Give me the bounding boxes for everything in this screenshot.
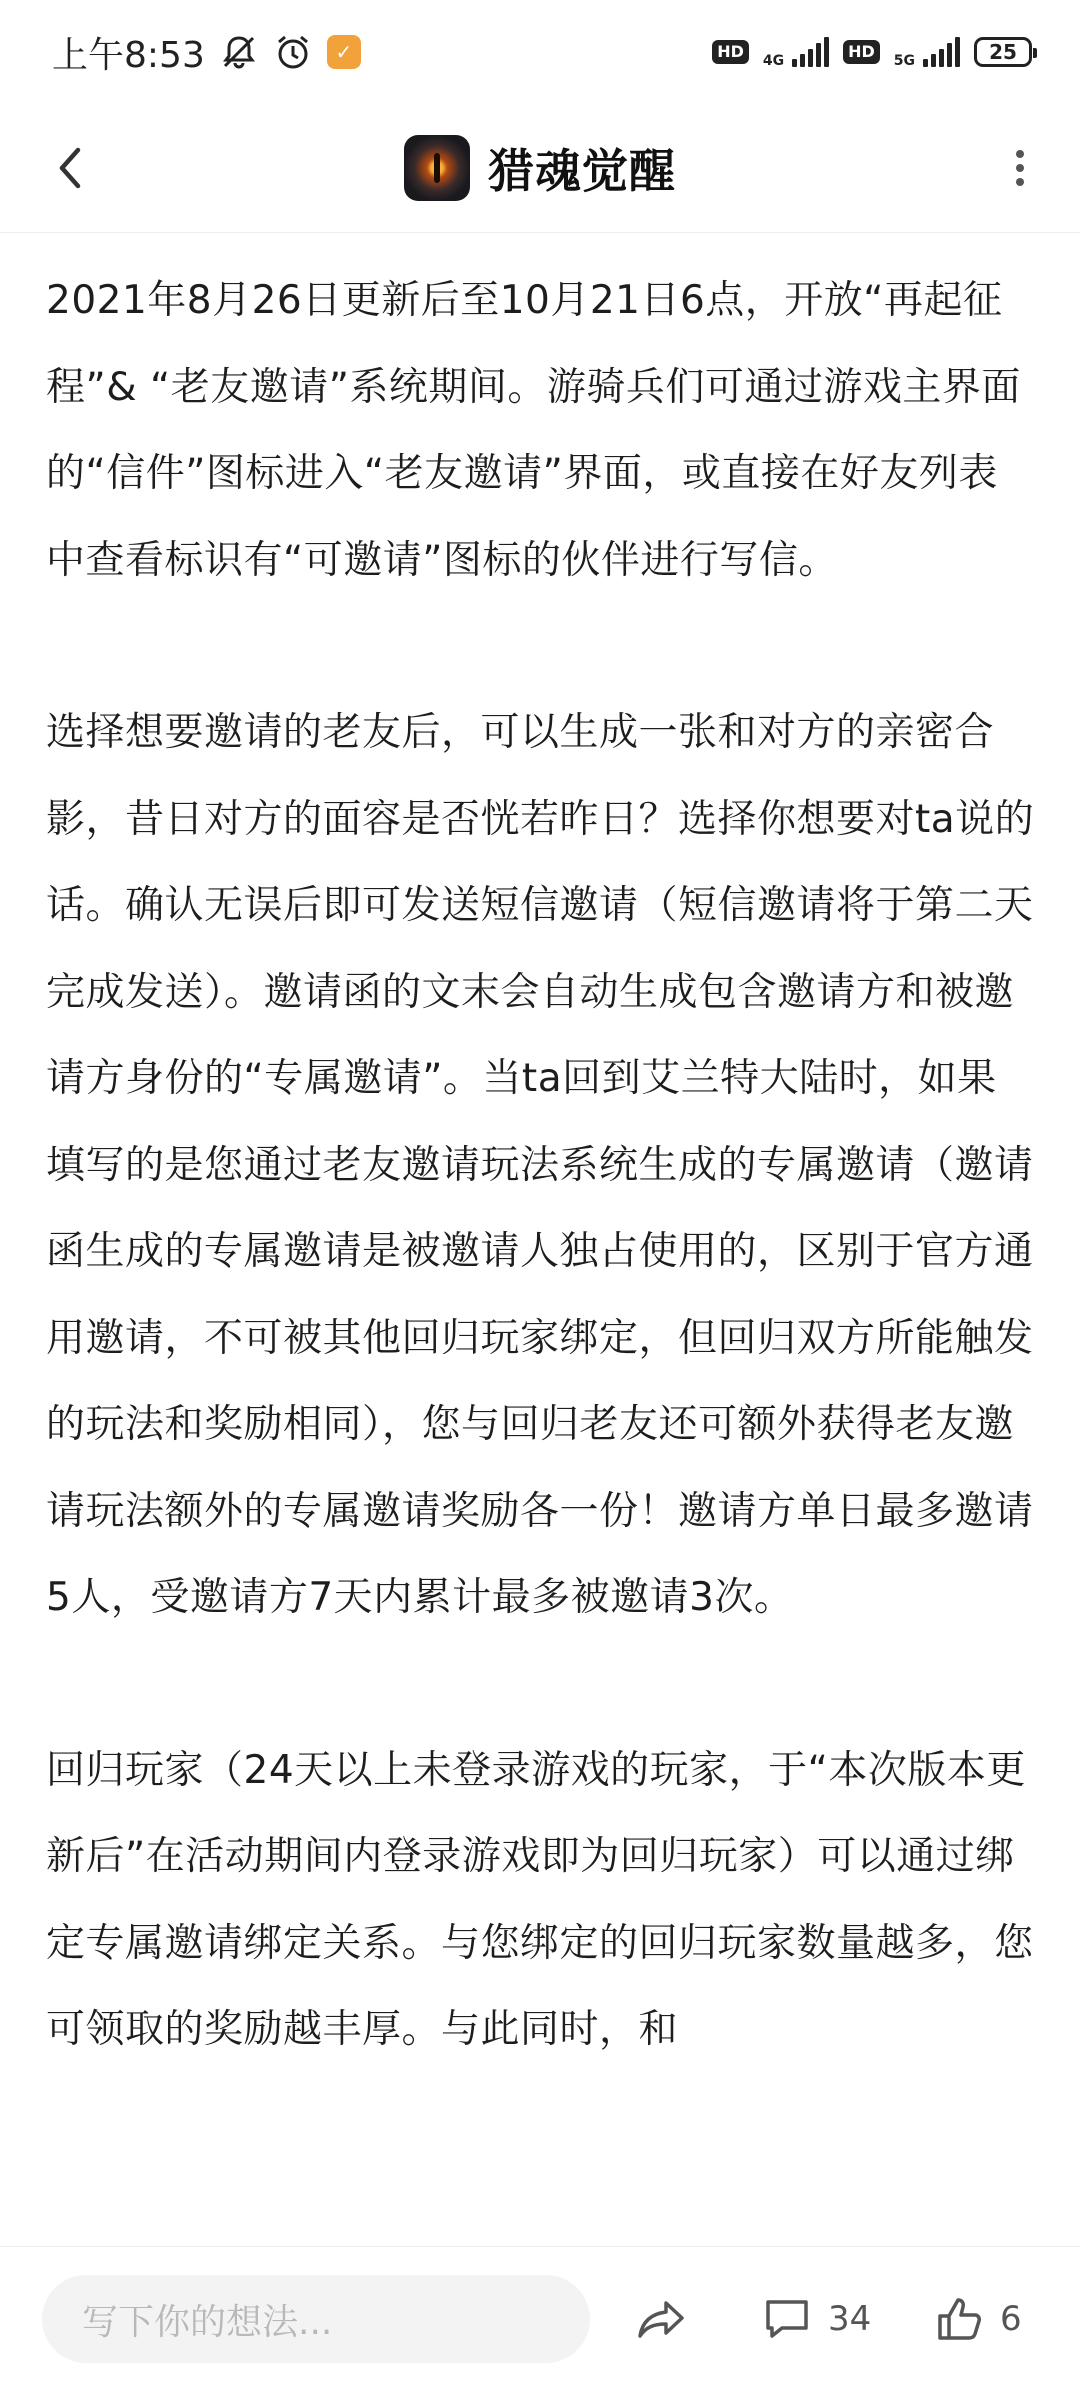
signal-strength-icon <box>792 37 829 67</box>
status-time: 上午8:53 <box>52 34 205 76</box>
app-notification-icon: ✓ <box>327 35 361 69</box>
back-button[interactable] <box>40 138 100 198</box>
alarm-icon <box>273 32 313 72</box>
network-type-2: 5G <box>893 53 915 69</box>
hd-badge-1: HD <box>712 40 749 64</box>
status-bar-right <box>712 35 1032 69</box>
article-paragraph-2: 选择想要邀请的老友后，可以生成一张和对方的亲密合影，昔日对方的面容是否恍若昨日？选择你想要对ta说的话。确认无误后即可发送短信邀请（短信邀请将于第二天完成发送）。邀请函的文末会自动生成包含邀请方和被邀请方身份的“专属邀请”。当ta回到艾兰特大陆时，如果填写的是您通过老友邀请玩法系统生成的专属邀请（邀请函生成的专属邀请是被邀请人独占使用的，区别于官方通用邀请，不可被其他回归玩家绑定，但回归双方所能触发的玩法和奖励相同），您与回归老友还可额外获得老友邀请玩法额外的专属邀请奖励各一份！邀请方单日最多邀请5人，受邀请方7天内累计最多被邀请3次。 <box>46 710 1035 1620</box>
comment-input-placeholder: 写下你的想法... <box>82 2301 333 2343</box>
header-title-group <box>404 135 676 201</box>
article-paragraph-3: 回归玩家（24天以上未登录游戏的玩家，于“本次版本更新后”在活动期间内登录游戏即为回归玩家）可以通过绑定专属邀请绑定关系。与您绑定的回归玩家数量越多，您可领取的奖励越丰厚。与此同时，和 <box>46 1747 1034 2052</box>
more-vertical-icon <box>1014 148 1026 188</box>
bottom-action-bar <box>0 2246 1080 2401</box>
battery-icon <box>974 37 1032 67</box>
comment-button[interactable] <box>762 2287 871 2351</box>
chevron-left-icon <box>52 144 88 192</box>
battery-level: 25 <box>989 40 1017 64</box>
mute-notification-icon <box>219 32 259 72</box>
comment-count: 34 <box>828 2299 872 2339</box>
hd-badge-2: HD <box>843 40 880 64</box>
share-icon <box>636 2293 688 2345</box>
page-title: 猎魂觉醒 <box>488 144 676 198</box>
like-button[interactable] <box>934 2287 1022 2351</box>
network-type-1: 4G <box>762 53 785 69</box>
game-logo-icon <box>404 135 470 201</box>
comment-icon <box>762 2294 812 2344</box>
thumbs-up-icon <box>934 2294 984 2344</box>
article-body <box>46 258 1036 2160</box>
signal-strength-icon-2 <box>923 37 960 67</box>
status-bar-left <box>52 27 361 78</box>
like-count: 6 <box>1000 2299 1022 2339</box>
article-paragraph-1: 2021年8月26日更新后至10月21日6点，开放“再起征程”& “老友邀请”系统期间。游骑兵们可通过游戏主界面的“信件”图标进入“老友邀请”界面，或直接在好友列表中查看标识有“可邀请”图标的伙伴进行写信。 <box>46 278 1021 583</box>
app-header <box>0 104 1080 233</box>
status-bar <box>0 0 1080 104</box>
more-options-button[interactable] <box>990 138 1050 198</box>
share-button[interactable] <box>636 2287 688 2351</box>
comment-input[interactable] <box>42 2275 590 2363</box>
